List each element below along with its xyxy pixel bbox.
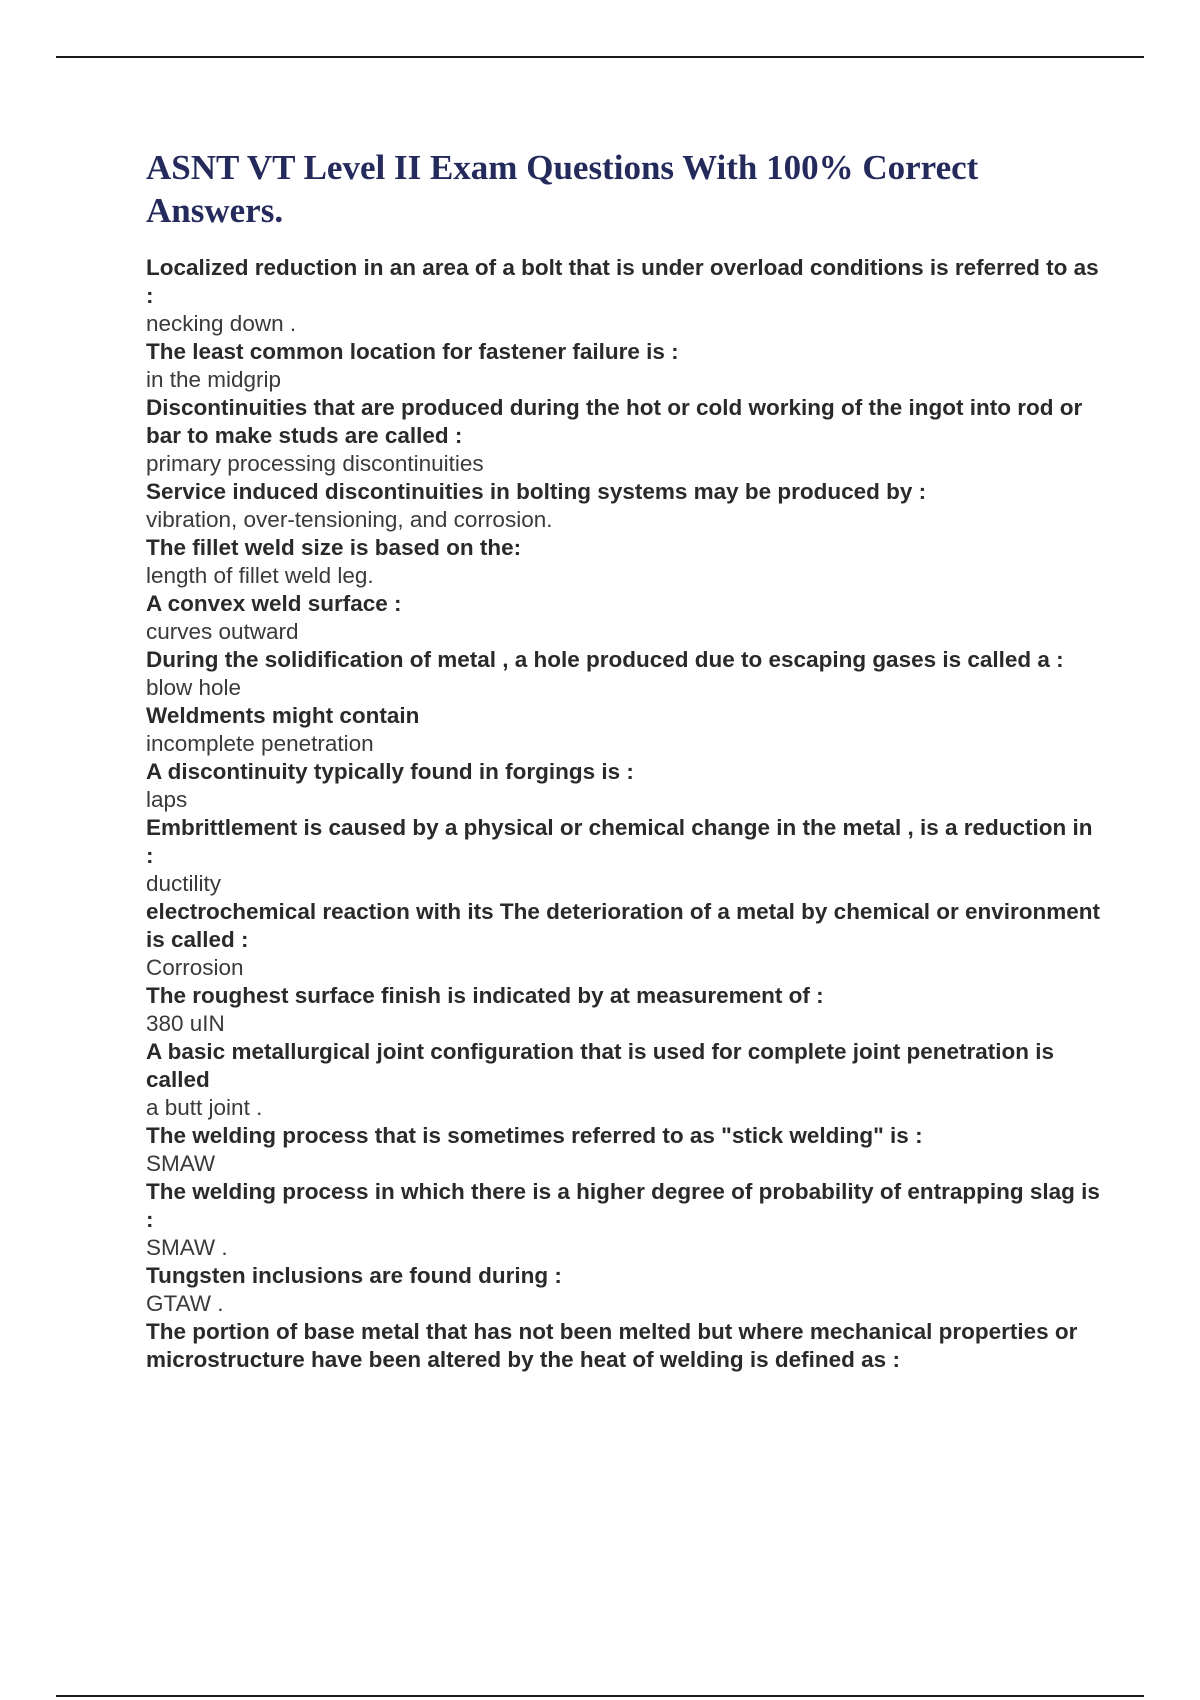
top-rule bbox=[56, 56, 1144, 58]
document-title: ASNT VT Level II Exam Questions With 100% Correct Answers. bbox=[146, 148, 979, 230]
question-text: Weldments might contain bbox=[146, 703, 420, 728]
question-text: During the solidification of metal , a hole produced due to escaping gases is called a : bbox=[146, 647, 1064, 672]
question-text: The portion of base metal that has not been melted but where mechanical properties or microstructure have been altered by the heat of welding is defined as : bbox=[146, 1319, 1078, 1372]
qa-item bbox=[146, 898, 1106, 982]
question-text: The least common location for fastener failure is : bbox=[146, 339, 679, 364]
qa-item bbox=[146, 1262, 1106, 1318]
question-text: Localized reduction in an area of a bolt that is under overload conditions is referred to as : bbox=[146, 255, 1099, 308]
qa-item bbox=[146, 646, 1106, 702]
question-text: Service induced discontinuities in bolting systems may be produced by : bbox=[146, 479, 927, 504]
question-text: The welding process that is sometimes referred to as "stick welding" is : bbox=[146, 1123, 923, 1148]
answer-text: a butt joint . bbox=[146, 1095, 263, 1120]
answer-text: length of fillet weld leg. bbox=[146, 563, 374, 588]
qa-item bbox=[146, 394, 1106, 478]
qa-item bbox=[146, 254, 1106, 338]
qa-item bbox=[146, 590, 1106, 646]
question-text: A convex weld surface : bbox=[146, 591, 402, 616]
qa-item bbox=[146, 814, 1106, 898]
qa-item bbox=[146, 1122, 1106, 1178]
qa-item bbox=[146, 478, 1106, 534]
answer-text: SMAW bbox=[146, 1151, 216, 1176]
answer-text: primary processing discontinuities bbox=[146, 451, 484, 476]
answer-text: incomplete penetration bbox=[146, 731, 374, 756]
qa-list bbox=[146, 254, 1106, 1374]
answer-text: SMAW . bbox=[146, 1235, 228, 1260]
question-text: electrochemical reaction with its The deterioration of a metal by chemical or environment is called : bbox=[146, 899, 1101, 952]
qa-item bbox=[146, 1318, 1106, 1374]
question-text: Discontinuities that are produced during the hot or cold working of the ingot into rod or bar to make studs are called : bbox=[146, 395, 1083, 448]
answer-text: ductility bbox=[146, 871, 222, 896]
answer-text: 380 uIN bbox=[146, 1011, 225, 1036]
qa-item bbox=[146, 1178, 1106, 1262]
question-text: Embrittlement is caused by a physical or chemical change in the metal , is a reduction in : bbox=[146, 815, 1093, 868]
document-body bbox=[146, 146, 1106, 1374]
question-text: The fillet weld size is based on the: bbox=[146, 535, 522, 560]
qa-item bbox=[146, 534, 1106, 590]
qa-item bbox=[146, 1038, 1106, 1122]
question-text: Tungsten inclusions are found during : bbox=[146, 1263, 562, 1288]
qa-item bbox=[146, 338, 1106, 394]
question-text: The welding process in which there is a higher degree of probability of entrapping slag is : bbox=[146, 1179, 1100, 1232]
answer-text: Corrosion bbox=[146, 955, 244, 980]
qa-item bbox=[146, 758, 1106, 814]
bottom-rule bbox=[56, 1695, 1144, 1697]
question-text: A discontinuity typically found in forgings is : bbox=[146, 759, 634, 784]
answer-text: curves outward bbox=[146, 619, 299, 644]
answer-text: GTAW . bbox=[146, 1291, 224, 1316]
answer-text: laps bbox=[146, 787, 188, 812]
answer-text: in the midgrip bbox=[146, 367, 282, 392]
answer-text: blow hole bbox=[146, 675, 242, 700]
answer-text: necking down . bbox=[146, 311, 297, 336]
question-text: A basic metallurgical joint configuration that is used for complete joint penetration is called bbox=[146, 1039, 1055, 1092]
qa-item bbox=[146, 702, 1106, 758]
question-text: The roughest surface finish is indicated by at measurement of : bbox=[146, 983, 824, 1008]
answer-text: vibration, over-tensioning, and corrosion. bbox=[146, 507, 553, 532]
qa-item bbox=[146, 982, 1106, 1038]
